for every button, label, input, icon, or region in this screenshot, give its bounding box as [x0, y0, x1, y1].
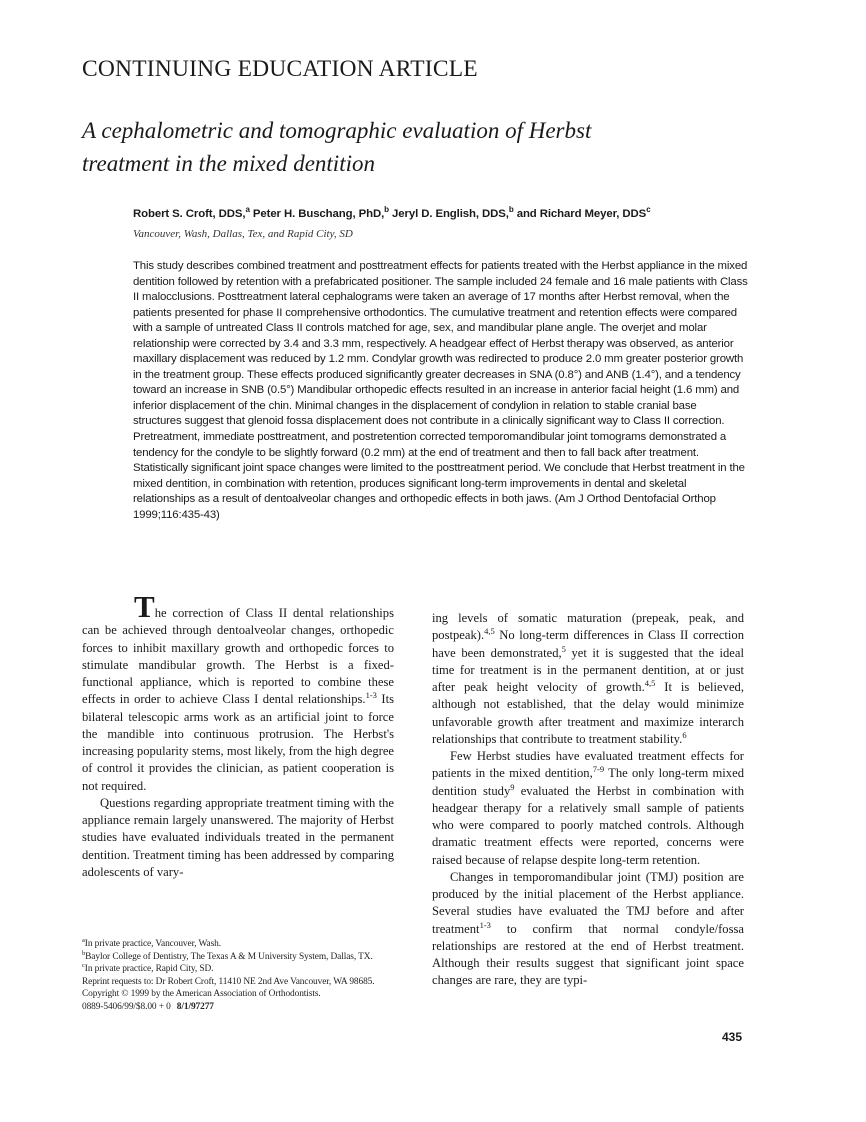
citation-ref: 1-3 — [479, 919, 491, 930]
body-column-right — [432, 610, 744, 990]
copyright-notice: Copyright © 1999 by the American Association of Orthodontists. — [82, 989, 321, 1000]
footnote-b: $^b$Baylor College of Dentistry, The Texas A & M University System, Dallas, TX. — [82, 949, 373, 962]
affiliation-mark: a — [245, 205, 250, 215]
author-name: Jeryl D. English, DDS, — [392, 208, 509, 220]
citation-ref: 5 — [561, 643, 566, 654]
footnote-c: $^c$In private practice, Rapid City, SD. — [82, 962, 214, 975]
footnotes — [82, 938, 412, 1014]
footnote-a: $^a$In private practice, Vancouver, Wash. — [82, 936, 221, 949]
body-paragraph: The correction of Class II dental relationships can be achieved through dentoalveolar changes, orthopedic forces to inhibit maxillary growth and orthopedic forces to stimulate mandibular growth. The Herbst is a fixed-functional appliance, which is reported to combine these effects in order to achieve Class I dental relationships.$^{1-3}$ Its bilateral telescopic arms work as an artificial joint to force the mandible into continuous protrusion. The Herbst's increasing popularity stems, most likely, from the high degree of control it provides the clinician, as patient cooperation is not required. — [82, 589, 394, 793]
citation-ref: 4,5 — [484, 626, 495, 637]
article-title — [82, 114, 722, 180]
author-name: Robert S. Croft, DDS, — [133, 208, 246, 220]
drop-cap: T — [134, 589, 155, 624]
affiliation-mark: c — [646, 205, 651, 215]
author-name: Peter H. Buschang, PhD, — [252, 208, 385, 220]
issn-line: 0889-5406/99/$8.00 + 0 8/1/97277 — [82, 1001, 214, 1012]
section-label: CONTINUING EDUCATION ARTICLE — [82, 56, 478, 82]
body-paragraph: Few Herbst studies have evaluated treatment effects for patients in the mixed dentition,$^{7-9}$ The only long-term mixed dentition study$^9$ evaluated the Herbst in combination with headgear therapy for a relatively small sample of patients who were compared to poorly matched controls. Although dramatic treatment effects were reported, concerns were raised because of relapse despite long-term retention. — [432, 749, 744, 867]
citation-ref: 7-9 — [592, 764, 605, 775]
body-paragraph: Changes in temporomandibular joint (TMJ) position are produced by the initial placement of the Herbst appliance. Several studies have evaluated the TMJ before and after treatment$^{1-3}$ to confirm that normal condyle/fossa relationships are restored at the end of Herbst treatment. Although their results suggest that significant joint space changes are rare, they are typi- — [432, 869, 744, 988]
citation-ref: 9 — [510, 781, 515, 792]
affiliation-mark: b — [508, 205, 514, 215]
author-list — [133, 205, 753, 220]
citation-ref: 4,5 — [644, 677, 656, 688]
body-column-left — [82, 589, 394, 881]
body-paragraph: ing levels of somatic maturation (prepeak, peak, and postpeak).$^{4,5}$ No long-term differences in Class II correction have been demonstrated,$^5$ yet it is suggested that the ideal time for treatment is in the permanent dentition, at or just after peak height velocity of growth.$^{4,5}$ It is believed, although not established, that the delay would minimize unfavorable growth after treatment and maximize interarch relationships that contribute to treatment stability.$^6$ — [432, 611, 744, 746]
author-name: and Richard Meyer, DDS — [516, 208, 647, 220]
article-title-line-1: A cephalometric and tomographic evaluation of Herbst — [82, 118, 592, 143]
article-title-line-2: treatment in the mixed dentition — [82, 151, 375, 176]
reprint-request: Reprint requests to: Dr Robert Croft, 11410 NE 2nd Ave Vancouver, WA 98685. — [82, 976, 375, 987]
citation-ref: 1-3 — [365, 690, 377, 701]
body-paragraph: Questions regarding appropriate treatment timing with the appliance remain largely unanswered. The majority of Herbst studies have evaluated individuals treated in the permanent dentition. Treatment timing has been addressed by comparing adolescents of vary- — [82, 795, 394, 879]
page-number: 435 — [722, 1030, 743, 1044]
abstract: This study describes combined treatment and posttreatment effects for patients treated with the Herbst appliance in the mixed dentition followed by retention with a prefabricated positioner. The sample included 24 female and 16 male patients with Class II malocclusions. Posttreatment lateral cephalograms were taken an average of 17 months after Herbst removal, when the patients presented for phase II comprehensive orthodontics. The cumulative treatment and retention effects were compared with a sample of untreated Class II controls matched for age, sex, and mandibular plane angle. The overjet and molar relationship were corrected by 3.4 and 3.3 mm, respectively. A headgear effect of Herbst therapy was observed, as anterior maxillary displacement was reduced by 1.2 mm. Condylar growth was redirected to produce 2.0 mm greater posterior growth in the treatment group. These effects produced significantly greater decreases in SNA (0.8°) and ANB (1.4°), and a tendency toward an increase in SNB (0.5°) Mandibular orthopedic effects resulted in an increase in anterior facial height (1.6 mm) and inferior displacement of the chin. Minimal changes in the displacement of condylion in relation to stable cranial base structures suggest that glenoid fossa displacement does not contribute in a clinically significant way to Class II correction. Pretreatment, immediate posttreatment, and postretention corrected temporomandibular joint tomograms demonstrated a tendency for the condyle to be slightly forward (0.2 mm) at the end of treatment and then to fall back after treatment. Statistically significant joint space changes were limited to the posttreatment period. We conclude that Herbst treatment in the mixed dentition, in combination with retention, produces significant long-term improvements in dental and skeletal relationships as a result of dentoalveolar changes and orthopedic effects in both jaws. (Am J Orthod Dentofacial Orthop 1999;116:435-43) — [133, 260, 748, 521]
affiliation-mark: b — [384, 205, 389, 215]
author-locations: Vancouver, Wash, Dallas, Tex, and Rapid City, SD — [133, 228, 353, 240]
citation-ref: 6 — [682, 729, 687, 740]
